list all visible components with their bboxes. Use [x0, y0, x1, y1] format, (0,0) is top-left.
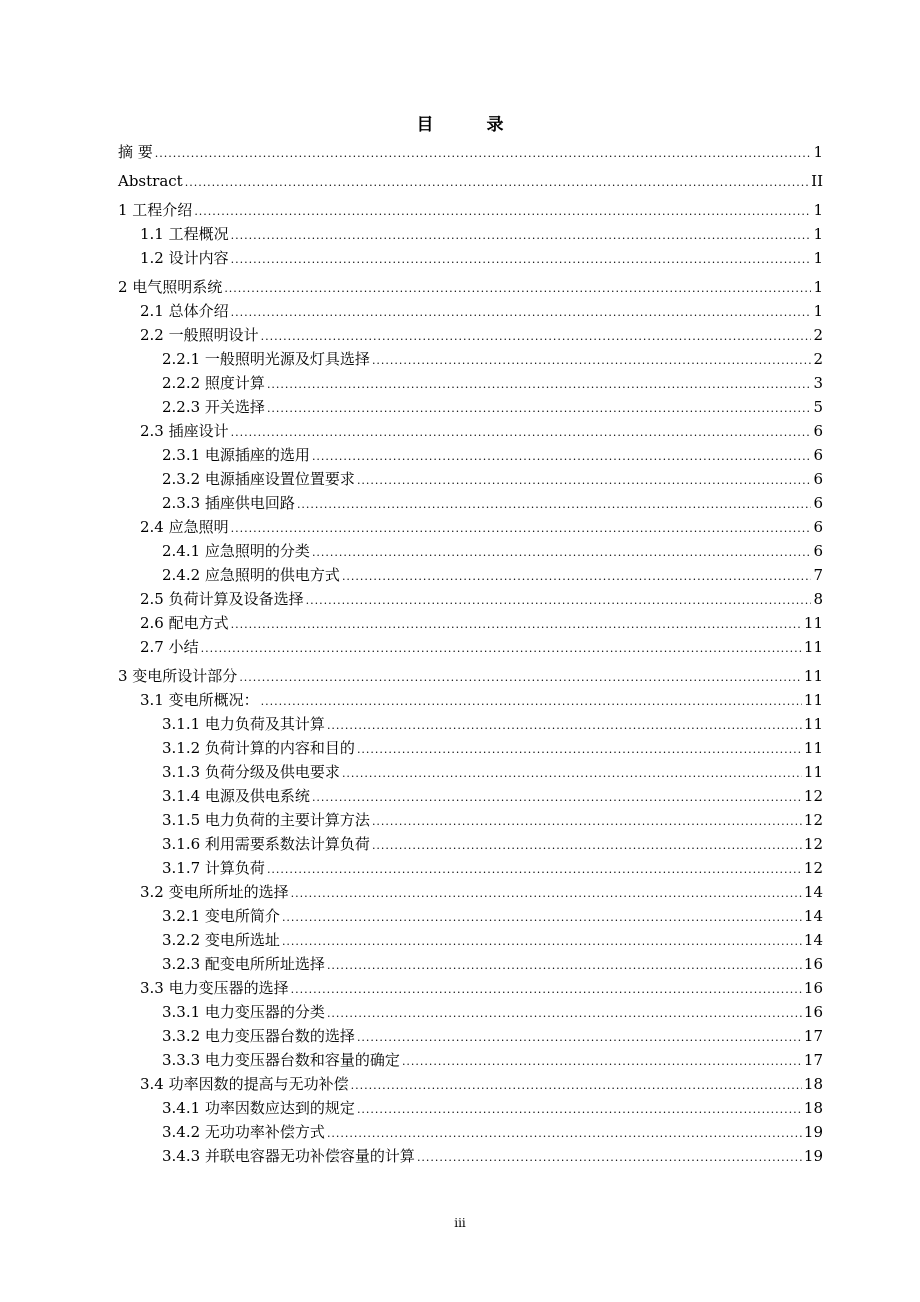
toc-leader-dots: [261, 690, 802, 714]
toc-entry-text: 3.3.1 电力变压器的分类: [162, 1003, 325, 1021]
toc-entry-page: 12: [803, 787, 823, 805]
toc-leader-dots: [327, 1002, 802, 1026]
toc-leader-dots: [372, 349, 812, 373]
toc-entry-page: 12: [803, 835, 823, 853]
toc-entry-page: 11: [803, 614, 823, 632]
toc-entry-page: 16: [803, 1003, 823, 1021]
toc-entry[interactable]: [118, 904, 823, 928]
toc-entry-text: 3.4.1 功率因数应达到的规定: [162, 1099, 355, 1117]
toc-entry-page: 1: [813, 201, 823, 219]
toc-entry[interactable]: [118, 323, 823, 347]
toc-entry-text: 2.3 插座设计: [140, 422, 229, 440]
toc-entry-text: 3.1.4 电源及供电系统: [162, 787, 310, 805]
toc-entry-page: 17: [803, 1051, 823, 1069]
toc-entry-page: 11: [803, 739, 823, 757]
toc-entry[interactable]: [118, 275, 823, 299]
toc-entry[interactable]: [118, 808, 823, 832]
toc-entry-page: 16: [803, 979, 823, 997]
toc-leader-dots: [327, 1122, 802, 1146]
toc-leader-dots: [312, 786, 802, 810]
toc-entry[interactable]: [118, 976, 823, 1000]
toc-entry-page: 11: [803, 638, 823, 656]
toc-leader-dots: [357, 738, 802, 762]
toc-entry-text: 2.4.1 应急照明的分类: [162, 542, 310, 560]
toc-entry-text: 2.2.3 开关选择: [162, 398, 265, 416]
toc-leader-dots: [291, 882, 802, 906]
toc-leader-dots: [357, 469, 812, 493]
toc-entry-text: 1.1 工程概况: [140, 225, 229, 243]
toc-entry-text: 3.1.1 电力负荷及其计算: [162, 715, 325, 733]
toc-entry-page: 17: [803, 1027, 823, 1045]
toc-entry-page: 1: [813, 302, 823, 320]
toc-entry[interactable]: [118, 1072, 823, 1096]
toc-leader-dots: [231, 248, 812, 272]
toc-entry-text: 2.2 一般照明设计: [140, 326, 259, 344]
toc-entry-text: 3.2.1 变电所简介: [162, 907, 280, 925]
toc-entry[interactable]: [118, 880, 823, 904]
toc-entry[interactable]: [118, 1000, 823, 1024]
toc-entry-page: 2: [813, 350, 823, 368]
toc-entry-text: 3.4.2 无功功率补偿方式: [162, 1123, 325, 1141]
toc-entry[interactable]: [118, 1048, 823, 1072]
toc-leader-dots: [239, 666, 802, 690]
toc-entry-text: 3.3.2 电力变压器台数的选择: [162, 1027, 355, 1045]
toc-leader-dots: [282, 906, 802, 930]
toc-entry[interactable]: [118, 832, 823, 856]
toc-entry-text: 2.2.2 照度计算: [162, 374, 265, 392]
toc-entry-text: 2.1 总体介绍: [140, 302, 229, 320]
toc-entry[interactable]: [118, 347, 823, 371]
toc-entry-text: 2.4.2 应急照明的供电方式: [162, 566, 340, 584]
toc-entry-text: 3.1.5 电力负荷的主要计算方法: [162, 811, 370, 829]
toc-entry-page: 3: [813, 374, 823, 392]
toc-entry[interactable]: [118, 712, 823, 736]
toc-entry[interactable]: [118, 491, 823, 515]
toc-leader-dots: [267, 373, 812, 397]
toc-leader-dots: [357, 1026, 802, 1050]
toc-entry[interactable]: [118, 222, 823, 246]
toc-leader-dots: [282, 930, 802, 954]
toc-entry[interactable]: [118, 299, 823, 323]
toc-entry-page: 11: [803, 715, 823, 733]
toc-entry-text: 3.4.3 并联电容器无功补偿容量的计算: [162, 1147, 415, 1165]
toc-entry-text: 2.3.2 电源插座设置位置要求: [162, 470, 355, 488]
toc-entry-text: 2.2.1 一般照明光源及灯具选择: [162, 350, 370, 368]
toc-leader-dots: [267, 858, 802, 882]
toc-entry[interactable]: [118, 664, 823, 688]
toc-entry-page: 7: [813, 566, 823, 584]
toc-entry-page: 1: [813, 225, 823, 243]
toc-leader-dots: [372, 810, 802, 834]
toc-entry-text: 3.1.2 负荷计算的内容和目的: [162, 739, 355, 757]
toc-entry-page: 11: [803, 691, 823, 709]
toc-leader-dots: [224, 277, 811, 301]
toc-leader-dots: [297, 493, 812, 517]
toc-entry[interactable]: [118, 539, 823, 563]
table-of-contents: [118, 140, 823, 1168]
toc-entry[interactable]: [118, 1024, 823, 1048]
toc-entry[interactable]: [118, 169, 823, 193]
toc-leader-dots: [194, 200, 811, 224]
toc-entry[interactable]: [118, 395, 823, 419]
toc-leader-dots: [327, 714, 802, 738]
toc-entry-text: 1.2 设计内容: [140, 249, 229, 267]
toc-leader-dots: [231, 301, 812, 325]
toc-entry[interactable]: [118, 587, 823, 611]
toc-entry-text: 3.1.3 负荷分级及供电要求: [162, 763, 340, 781]
toc-entry[interactable]: [118, 611, 823, 635]
toc-entry-text: 2.7 小结: [140, 638, 199, 656]
toc-entry-text: 3.1 变电所概况：: [140, 691, 259, 709]
toc-entry-page: 6: [813, 494, 823, 512]
toc-leader-dots: [312, 445, 812, 469]
toc-leader-dots: [306, 589, 812, 613]
toc-entry[interactable]: [118, 563, 823, 587]
toc-entry-text: 1 工程介绍: [118, 201, 193, 219]
toc-entry-page: 1: [813, 143, 823, 161]
toc-entry[interactable]: [118, 928, 823, 952]
toc-entry-page: 14: [803, 883, 823, 901]
toc-entry-text: 3 变电所设计部分: [118, 667, 238, 685]
toc-entry-page: II: [811, 172, 823, 190]
toc-entry[interactable]: [118, 784, 823, 808]
toc-entry-page: 1: [813, 249, 823, 267]
toc-entry-text: 3.2 变电所所址的选择: [140, 883, 289, 901]
toc-entry[interactable]: [118, 419, 823, 443]
toc-entry-page: 19: [803, 1147, 823, 1165]
toc-entry-page: 14: [803, 907, 823, 925]
toc-entry-page: 16: [803, 955, 823, 973]
toc-entry-text: 2.5 负荷计算及设备选择: [140, 590, 304, 608]
toc-entry[interactable]: [118, 856, 823, 880]
toc-entry-page: 6: [813, 542, 823, 560]
toc-entry[interactable]: [118, 1144, 823, 1168]
toc-leader-dots: [261, 325, 812, 349]
toc-entry-text: 2.6 配电方式: [140, 614, 229, 632]
toc-entry[interactable]: [118, 246, 823, 270]
toc-entry-text: 2.3.1 电源插座的选用: [162, 446, 310, 464]
toc-entry[interactable]: [118, 198, 823, 222]
toc-leader-dots: [231, 613, 802, 637]
toc-entry-page: 12: [803, 811, 823, 829]
toc-leader-dots: [155, 142, 812, 166]
toc-entry-text: 2.3.3 插座供电回路: [162, 494, 295, 512]
toc-title: 目 录: [416, 115, 522, 135]
toc-entry-page: 14: [803, 931, 823, 949]
toc-entry-page: 12: [803, 859, 823, 877]
toc-leader-dots: [372, 834, 802, 858]
toc-entry[interactable]: [118, 736, 823, 760]
toc-leader-dots: [267, 397, 812, 421]
toc-entry-text: 2 电气照明系统: [118, 278, 223, 296]
toc-entry[interactable]: [118, 140, 823, 164]
toc-entry-text: 摘 要: [118, 143, 153, 161]
toc-entry-page: 6: [813, 518, 823, 536]
toc-entry[interactable]: [118, 1120, 823, 1144]
page-number: iii: [454, 1216, 466, 1230]
toc-leader-dots: [291, 978, 802, 1002]
toc-entry-text: 3.3 电力变压器的选择: [140, 979, 289, 997]
toc-entry-text: 3.1.7 计算负荷: [162, 859, 265, 877]
toc-leader-dots: [402, 1050, 802, 1074]
toc-entry-text: Abstract: [118, 172, 183, 190]
toc-leader-dots: [201, 637, 802, 661]
toc-leader-dots: [231, 517, 812, 541]
toc-entry-text: 3.3.3 电力变压器台数和容量的确定: [162, 1051, 400, 1069]
toc-entry-page: 2: [813, 326, 823, 344]
toc-entry[interactable]: [118, 371, 823, 395]
toc-entry-text: 3.1.6 利用需要系数法计算负荷: [162, 835, 370, 853]
toc-leader-dots: [327, 954, 802, 978]
toc-entry-page: 1: [813, 278, 823, 296]
toc-leader-dots: [417, 1146, 802, 1170]
toc-leader-dots: [351, 1074, 802, 1098]
toc-entry-text: 3.2.2 变电所选址: [162, 931, 280, 949]
toc-leader-dots: [231, 421, 812, 445]
toc-entry[interactable]: [118, 760, 823, 784]
toc-entry[interactable]: [118, 952, 823, 976]
toc-entry[interactable]: [118, 635, 823, 659]
toc-leader-dots: [312, 541, 812, 565]
toc-entry[interactable]: [118, 443, 823, 467]
toc-entry-page: 6: [813, 422, 823, 440]
toc-entry-page: 8: [813, 590, 823, 608]
toc-entry-page: 18: [803, 1099, 823, 1117]
toc-entry-page: 5: [813, 398, 823, 416]
toc-entry-page: 18: [803, 1075, 823, 1093]
toc-entry-page: 11: [803, 763, 823, 781]
toc-entry[interactable]: [118, 688, 823, 712]
toc-leader-dots: [342, 762, 802, 786]
toc-leader-dots: [342, 565, 812, 589]
toc-leader-dots: [231, 224, 812, 248]
toc-entry-text: 2.4 应急照明: [140, 518, 229, 536]
toc-leader-dots: [357, 1098, 802, 1122]
toc-entry[interactable]: [118, 515, 823, 539]
toc-entry[interactable]: [118, 467, 823, 491]
toc-entry-page: 19: [803, 1123, 823, 1141]
toc-entry-page: 6: [813, 446, 823, 464]
toc-entry-page: 6: [813, 470, 823, 488]
toc-entry-page: 11: [803, 667, 823, 685]
toc-entry[interactable]: [118, 1096, 823, 1120]
toc-entry-text: 3.4 功率因数的提高与无功补偿: [140, 1075, 349, 1093]
toc-entry-text: 3.2.3 配变电所所址选择: [162, 955, 325, 973]
toc-leader-dots: [185, 171, 809, 195]
